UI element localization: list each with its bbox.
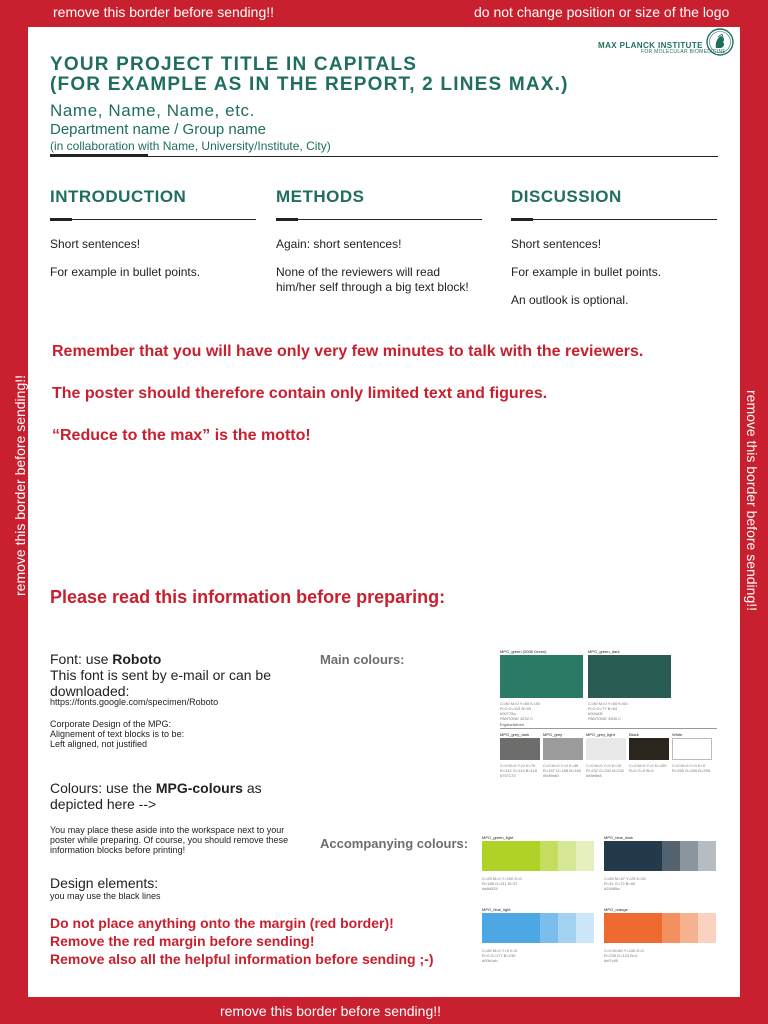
swatch-tint — [680, 913, 698, 943]
swatch-meta — [604, 876, 646, 891]
corporate-design-info — [50, 719, 300, 749]
swatch-tint — [482, 841, 540, 871]
swatch-name: MPG_green_dark — [588, 649, 620, 654]
column-body — [511, 237, 717, 321]
swatch-meta — [482, 876, 522, 891]
swatch-meta — [500, 763, 537, 778]
column-discussion — [511, 187, 717, 307]
swatch-meta-line: #9d9ea0 — [543, 773, 559, 778]
swatch-meta-line: R=0 G=177 B=235 — [482, 953, 516, 958]
swatch-meta — [543, 763, 581, 778]
swatch-meta — [482, 948, 517, 963]
swatch-meta-line: #004d3f — [588, 711, 603, 716]
accompanying-colours-label: Accompanying colours: — [320, 836, 469, 851]
swatch-tint — [604, 841, 662, 871]
swatch-tint — [680, 841, 698, 871]
department: Department name / Group name — [50, 121, 266, 138]
paragraph: Short sentences! — [511, 237, 602, 251]
swatch-meta-line: C=0 M=0 Y=0 K=70 — [500, 763, 536, 768]
swatch-meta-line: #e8e8e8 — [586, 773, 602, 778]
swatch-meta-line: R=112 G=113 B=115 — [500, 768, 538, 773]
column-heading: METHODS — [276, 187, 365, 206]
paragraph: For example in bullet points. — [50, 265, 201, 279]
swatch-meta-line: #00775a — [500, 711, 516, 716]
border-note-right: remove this border before sending!! — [744, 390, 760, 612]
column-body — [50, 237, 256, 293]
swatch-meta-line: #707173 — [500, 773, 516, 778]
border-note-top-right: do not change position or size of the logo — [474, 4, 730, 20]
font-info — [50, 651, 300, 699]
swatch-mpg-grey-dark — [500, 738, 540, 760]
swatch-meta-line: R=0 G=119 B=90 — [500, 706, 531, 711]
colours-suffix: as — [242, 780, 262, 796]
column-heading: DISCUSSION — [511, 187, 622, 206]
swatch-meta-line: C=80 M=0 Y=0 K=0 — [482, 948, 518, 953]
swatch-meta-line: C=0 M=0 Y=0 K=0 — [672, 763, 706, 768]
corp-line: Corporate Design of the MPG: — [50, 719, 172, 729]
swatch-name: MPG_green (2008 Green) — [500, 649, 547, 654]
minerva-emblem-icon — [706, 28, 734, 56]
corp-line: Left aligned, not justified — [50, 739, 148, 749]
swatch-tint — [662, 841, 680, 871]
swatch-meta-line: #00b1eb — [482, 958, 498, 963]
swatch-mpg-green-dark — [588, 655, 671, 698]
swatch-name: MPG_orange — [604, 907, 628, 912]
swatch-meta — [500, 701, 540, 721]
swatch-tint — [540, 913, 558, 943]
column-methods — [276, 187, 482, 294]
swatch-tint — [558, 841, 576, 871]
swatch-meta-line: C=80 M=0 Y=60 K=35 — [500, 701, 540, 706]
neutrals-divider — [500, 728, 717, 729]
header-divider-accent — [50, 154, 148, 157]
poster-sheet — [28, 27, 740, 997]
swatch-meta-line: PANTONE 3305 C — [588, 716, 621, 721]
swatch-meta-line: C=0 M=0 Y=0 K=100 — [629, 763, 667, 768]
swatch-mpg-green — [500, 655, 583, 698]
swatch-tint — [662, 913, 680, 943]
column-divider — [276, 219, 482, 220]
swatch-meta-line: R=232 G=232 B=232 — [586, 768, 624, 773]
swatch-name: White — [672, 732, 683, 737]
column-heading: INTRODUCTION — [50, 187, 187, 206]
reminder-line-1: Remember that you will have only very few minutes to talk with the reviewers. — [52, 343, 644, 360]
swatch-meta-line: #29485a — [604, 886, 620, 891]
column-divider — [511, 219, 717, 220]
title-line-2: (FOR EXAMPLE AS IN THE REPORT, 2 LINES MAX.) — [50, 74, 569, 95]
column-divider-accent — [511, 218, 533, 221]
swatch-mpg-grey-light — [586, 738, 626, 760]
font-prefix: Font: use — [50, 651, 113, 667]
swatch-meta-line: R=0 G=77 B=63 — [588, 706, 618, 711]
swatch-meta-line: R=0 G=0 B=0 — [629, 768, 654, 773]
swatch-tint — [576, 841, 594, 871]
collaboration: (in collaboration with Name, University/Institute, City) — [50, 139, 331, 153]
swatch-tint — [604, 913, 662, 943]
aside-note: You may place these aside into the workspace next to your poster while preparing. Of course, you should remove these information blocks before printing! — [50, 825, 289, 855]
swatch-name: MPG_blue_light — [482, 907, 511, 912]
paragraph: For example in bullet points. — [511, 265, 662, 279]
colours-info — [50, 780, 300, 812]
paragraph: None of the reviewers will read him/her self through a big text block! — [276, 265, 469, 294]
swatch-meta — [588, 701, 628, 721]
swatch-meta-line: C=25 M=0 Y=100 K=0 — [482, 876, 522, 881]
warning-line-1: Do not place anything onto the margin (red border)! — [50, 915, 394, 931]
font-name: Roboto — [112, 651, 162, 667]
swatch-meta-line: C=0 M=60 Y=100 K=0 — [604, 948, 644, 953]
swatch-tint — [482, 913, 540, 943]
font-sent-text: This font is sent by e-mail or can be downloaded: — [50, 667, 271, 699]
swatch-name: MPG_blue_dark — [604, 835, 633, 840]
paragraph: Short sentences! — [50, 237, 141, 251]
colours-prefix: Colours: use the — [50, 780, 156, 796]
header-divider — [50, 156, 718, 157]
swatch-name: Black — [629, 732, 639, 737]
design-elements-title: Design elements: — [50, 875, 159, 891]
swatch-meta-line: R=168 G=211 B=37 — [482, 881, 518, 886]
swatch-name: MPG_grey_dark — [500, 732, 530, 737]
reminder-line-3: “Reduce to the max” is the motto! — [52, 427, 311, 444]
warning-line-2: Remove the red margin before sending! — [50, 933, 315, 949]
swatch-meta-line: C=85 M=47 Y=25 K=51 — [604, 876, 646, 881]
swatch-black — [629, 738, 669, 760]
swatch-name: MPG_grey_light — [586, 732, 615, 737]
border-note-top-left: remove this border before sending!! — [53, 4, 275, 20]
column-divider — [50, 219, 256, 220]
font-url: https://fonts.google.com/specimen/Roboto — [50, 697, 219, 707]
swatch-meta — [672, 763, 710, 773]
column-introduction — [50, 187, 256, 279]
swatch-meta-line: C=0 M=0 Y=0 K=10 — [586, 763, 622, 768]
swatch-meta-line: R=239 G=124 B=0 — [604, 953, 638, 958]
poster-title — [50, 55, 569, 95]
swatch-meta — [629, 763, 667, 773]
colours-bold: MPG-colours — [155, 780, 243, 796]
swatch-meta-line: #ef7c00 — [604, 958, 619, 963]
swatch-tint — [540, 841, 558, 871]
swatch-tint — [558, 913, 576, 943]
column-divider-accent — [276, 218, 298, 221]
swatch-meta-line: R=157 G=158 B=160 — [543, 768, 581, 773]
swatch-meta — [604, 948, 644, 963]
border-note-bottom: remove this border before sending!! — [220, 1003, 442, 1019]
info-heading: Please read this information before preparing: — [50, 587, 446, 607]
corp-line: Alignement of text blocks is to be: — [50, 729, 185, 739]
swatch-mpg-grey — [543, 738, 583, 760]
swatch-meta — [586, 763, 624, 778]
author-names: Name, Name, Name, etc. — [50, 101, 255, 120]
column-body — [276, 237, 482, 308]
swatch-white — [672, 738, 712, 760]
swatch-tint — [576, 913, 594, 943]
neutrals-label: Ergänzfarben — [500, 722, 525, 727]
design-elements-sub: you may use the black lines — [50, 891, 161, 901]
swatch-meta-line: PANTONE 3292 C — [500, 716, 533, 721]
main-colours-label: Main colours: — [320, 652, 405, 667]
swatch-name: MPG_green_light — [482, 835, 514, 840]
swatch-name: MPG_grey — [543, 732, 563, 737]
border-note-left: remove this border before sending!! — [12, 374, 28, 596]
swatch-tint — [698, 913, 716, 943]
swatch-meta-line: C=80 M=0 Y=60 K=60 — [588, 701, 628, 706]
warning-line-3: Remove also all the helpful information before sending ;-) — [50, 951, 434, 967]
paragraph: Again: short sentences! — [276, 237, 402, 251]
swatch-tint — [698, 841, 716, 871]
title-line-1: YOUR PROJECT TITLE IN CAPITALS — [50, 54, 418, 75]
swatch-meta-line: R=255 G=255 B=255 — [672, 768, 710, 773]
colours-line2: depicted here --> — [50, 796, 157, 812]
swatch-meta-line: #a8d325 — [482, 886, 498, 891]
logo-line1: MAX PLANCK INSTITUTE — [598, 41, 703, 50]
swatch-meta-line: C=0 M=0 Y=0 K=45 — [543, 763, 579, 768]
paragraph: An outlook is optional. — [511, 293, 629, 307]
mpi-logo — [598, 27, 738, 59]
swatch-meta-line: R=41 G=72 B=90 — [604, 881, 636, 886]
column-divider-accent — [50, 218, 72, 221]
logo-line2: FOR MOLECULAR BIOMEDICINE — [641, 49, 727, 55]
reminder-line-2: The poster should therefore contain only limited text and figures. — [52, 385, 548, 402]
